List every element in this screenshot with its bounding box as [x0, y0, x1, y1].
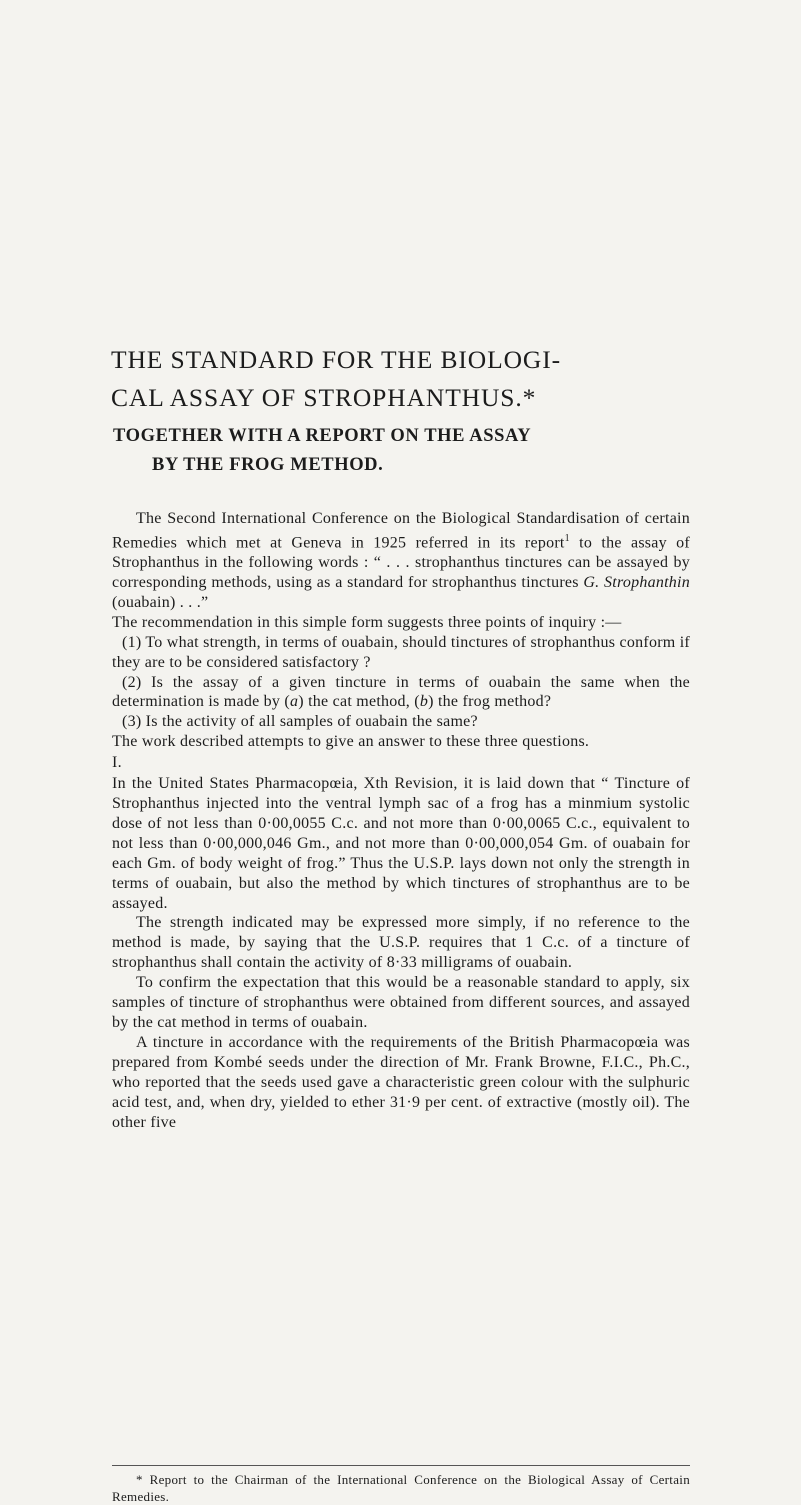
- question-1: [112, 633, 690, 673]
- footnote: * Report to the Chairman of the International Conference on the Biological Assay of Certain Remedies.: [112, 1472, 690, 1504]
- question-2-text-b: ) the cat method, (: [298, 693, 420, 711]
- intro-paragraph-3: The work described attempts to give an answer to these three questions.: [112, 733, 590, 751]
- footnote-ref: 1: [564, 532, 570, 544]
- question-2-italic-b: b: [419, 693, 429, 711]
- question-2: [112, 673, 690, 713]
- question-2-text-a: (2) Is the assay of a given tincture in terms of ouabain the same when the determination is made by (: [112, 673, 690, 711]
- section-paragraph-2: The strength indicated may be expressed more simply, if no reference to the method is made, by saying that the U.S.P. requires that 1 C.c. of a tincture of strophanthus shall contain the activity of 8·33 milligrams of ouabain.: [112, 914, 690, 972]
- question-3-text: (3) Is the activity of all samples of ouabain the same?: [122, 713, 478, 731]
- section-paragraph-1: In the United States Pharmacopœia, Xth Revision, it is laid down that “ Tincture of Strophanthus injected into the ventral lymph sac of a frog has a minmium systolic dose of not less than 0·00,0055 C.c. and not more than 0·00,0065 C.c., equivalent to not less than 0·00,000,046 Gm., and not more than 0·00,000,054 Gm. of ouabain for each Gm. of body weight of frog.” Thus the U.S.P. lays down not only the strength in terms of ouabain, but also the method by which tinctures of strophanthus are to be assayed.: [112, 775, 690, 912]
- section-heading: I.: [112, 754, 122, 772]
- intro-text-a: The Second International Conference on the Biological Standardisation of certain Remedies which met at Geneva in 1925 referred in its report: [112, 510, 690, 552]
- question-3: [112, 712, 690, 732]
- intro-text-c: (ouabain) . . .”: [112, 593, 209, 611]
- question-1-text: (1) To what strength, in terms of ouabain, should tinctures of strophanthus conform if they are to be considered satisfactory ?: [112, 633, 690, 671]
- section-paragraph-4: A tincture in accordance with the requirements of the British Pharmacopœia was prepared from Kombé seeds under the direction of Mr. Frank Browne, F.I.C., Ph.C., who reported that the seeds used gave a characteristic green colour with the sulphuric acid test, and, when dry, yielded to ether 31·9 per cent. of extractive (mostly oil). The other five: [112, 1033, 690, 1131]
- article-subtitle: [113, 422, 713, 480]
- title-line-1: THE STANDARD FOR THE BIOLOGI-: [111, 345, 561, 374]
- intro-text-b: to the assay of Strophanthus in the following words : “ . . . strophanthus tinctures can be assayed by corresponding methods, using as a standard for strophanthus tinctures: [112, 534, 691, 592]
- title-line-2: CAL ASSAY OF STROPHANTHUS.*: [111, 383, 537, 412]
- section-paragraph-3: To confirm the expectation that this would be a reasonable standard to apply, six samples of tincture of strophanthus were obtained from different sources, and assayed by the cat method in terms of ouabain.: [112, 974, 690, 1031]
- intro-italic: G. Strophanthin: [583, 574, 690, 592]
- question-2-text-c: ) the frog method?: [428, 693, 552, 711]
- article-title: [111, 341, 711, 417]
- intro-paragraph-2: The recommendation in this simple form suggests three points of inquiry :—: [112, 613, 622, 631]
- intro-paragraph: [112, 509, 690, 613]
- footnote-divider: [112, 1465, 690, 1466]
- subtitle-line-2: BY THE FROG METHOD.: [152, 455, 384, 475]
- subtitle-line-1: TOGETHER WITH A REPORT ON THE ASSAY: [113, 426, 532, 446]
- question-2-italic-a: a: [290, 693, 299, 711]
- article-body: [112, 509, 690, 1132]
